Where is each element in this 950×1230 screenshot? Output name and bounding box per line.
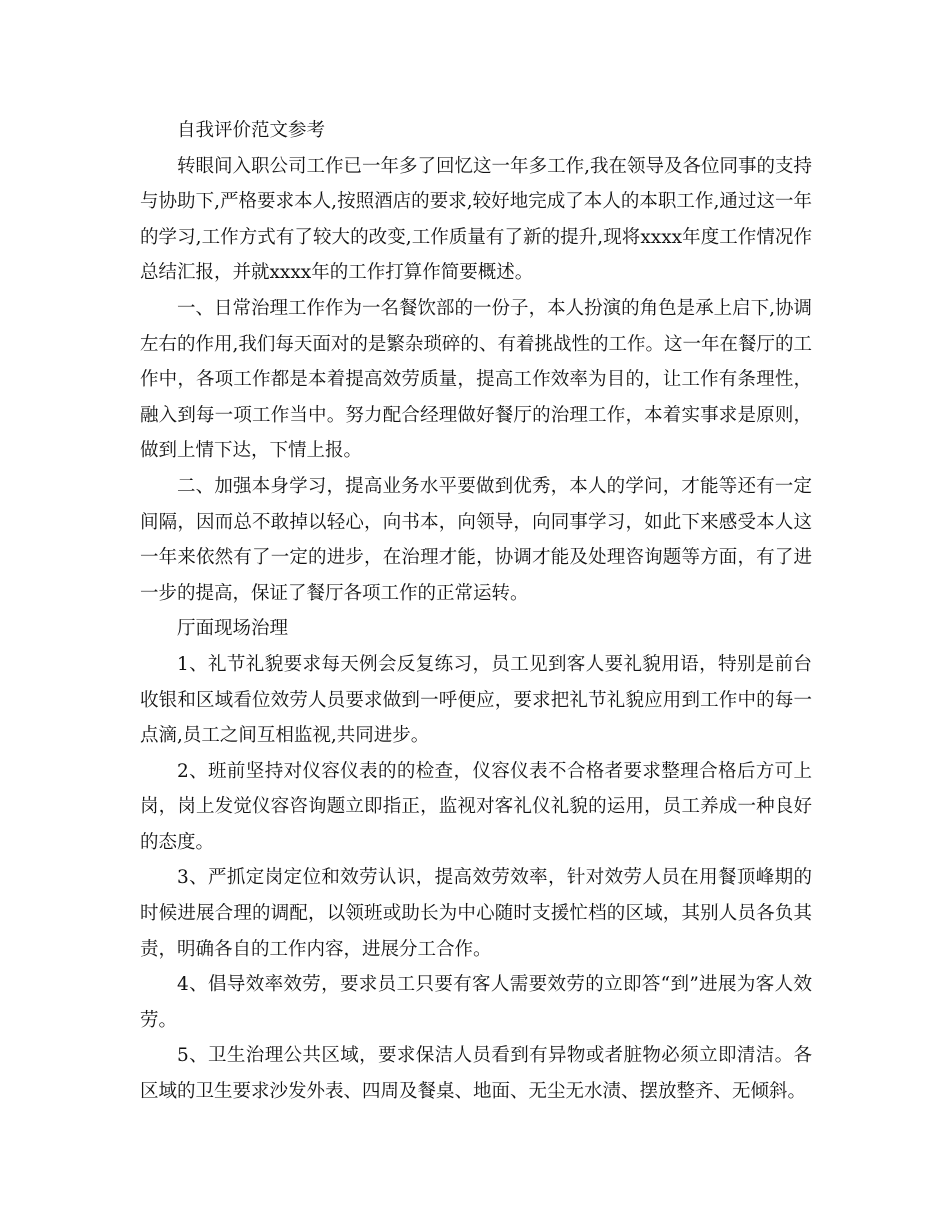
document-body	[140, 113, 812, 1110]
paragraph-item-5: 5、卫生治理公共区域，要求保洁人员看到有异物或者脏物必须立即清洁。各区域的卫生要求沙发外表、四周及餐桌、地面、无尘无水渍、摆放整齐、无倾斜。	[140, 1045, 812, 1103]
paragraph-intro: 转眼间入职公司工作已一年多了回忆这一年多工作,我在领导及各位同事的支持与协助下,严格要求本人,按照酒店的要求,较好地完成了本人的本职工作,通过这一年的学习,工作方式有了较大的改变,工作质量有了新的提升,现将xxxx年度工作情况作总结汇报，并就xxxx年的工作打算作简要概述。	[140, 155, 812, 284]
paragraph-item-1: 1、礼节礼貌要求每天例会反复练习，员工见到客人要礼貌用语，特别是前台收银和区域看位效劳人员要求做到一呼便应，要求把礼节礼貌应用到工作中的每一点滴,员工之间互相监视,共同进步。	[140, 653, 812, 747]
paragraph-daily-management: 一、日常治理工作作为一名餐饮部的一份子，本人扮演的角色是承上启下,协调左右的作用,我们每天面对的是繁杂琐碎的、有着挑战性的工作。这一年在餐厅的工作中，各项工作都是本着提高效劳质量，提高工作效率为目的，让工作有条理性，融入到每一项工作当中。努力配合经理做好餐厅的治理工作，本着实事求是原则，做到上情下达，下情上报。	[140, 297, 812, 462]
paragraph-self-study: 二、加强本身学习，提高业务水平要做到优秀，本人的学问，才能等还有一定间隔，因而总不敢掉以轻心，向书本，向领导，向同事学习，如此下来感受本人这一年来依然有了一定的进步，在治理才能，协调才能及处理咨询题等方面，有了进一步的提高，保证了餐厅各项工作的正常运转。	[140, 475, 812, 604]
paragraph-item-2: 2、班前坚持对仪容仪表的的检查，仪容仪表不合格者要求整理合格后方可上岗，岗上发觉仪容咨询题立即指正，监视对客礼仪礼貌的运用，员工养成一种良好的态度。	[140, 760, 812, 853]
paragraph-item-4: 4、倡导效率效劳，要求员工只要有客人需要效劳的立即答“到”进展为客人效劳。	[140, 974, 812, 1031]
paragraph-item-3: 3、严抓定岗定位和效劳认识，提高效劳效率，针对效劳人员在用餐顶峰期的时候进展合理的调配，以领班或助长为中心随时支援忙档的区域，其别人员各负其责，明确各自的工作内容，进展分工合作。	[140, 867, 812, 960]
section-heading-floor-management: 厅面现场治理	[177, 618, 289, 640]
document-title: 自我评价范文参考	[177, 120, 326, 141]
